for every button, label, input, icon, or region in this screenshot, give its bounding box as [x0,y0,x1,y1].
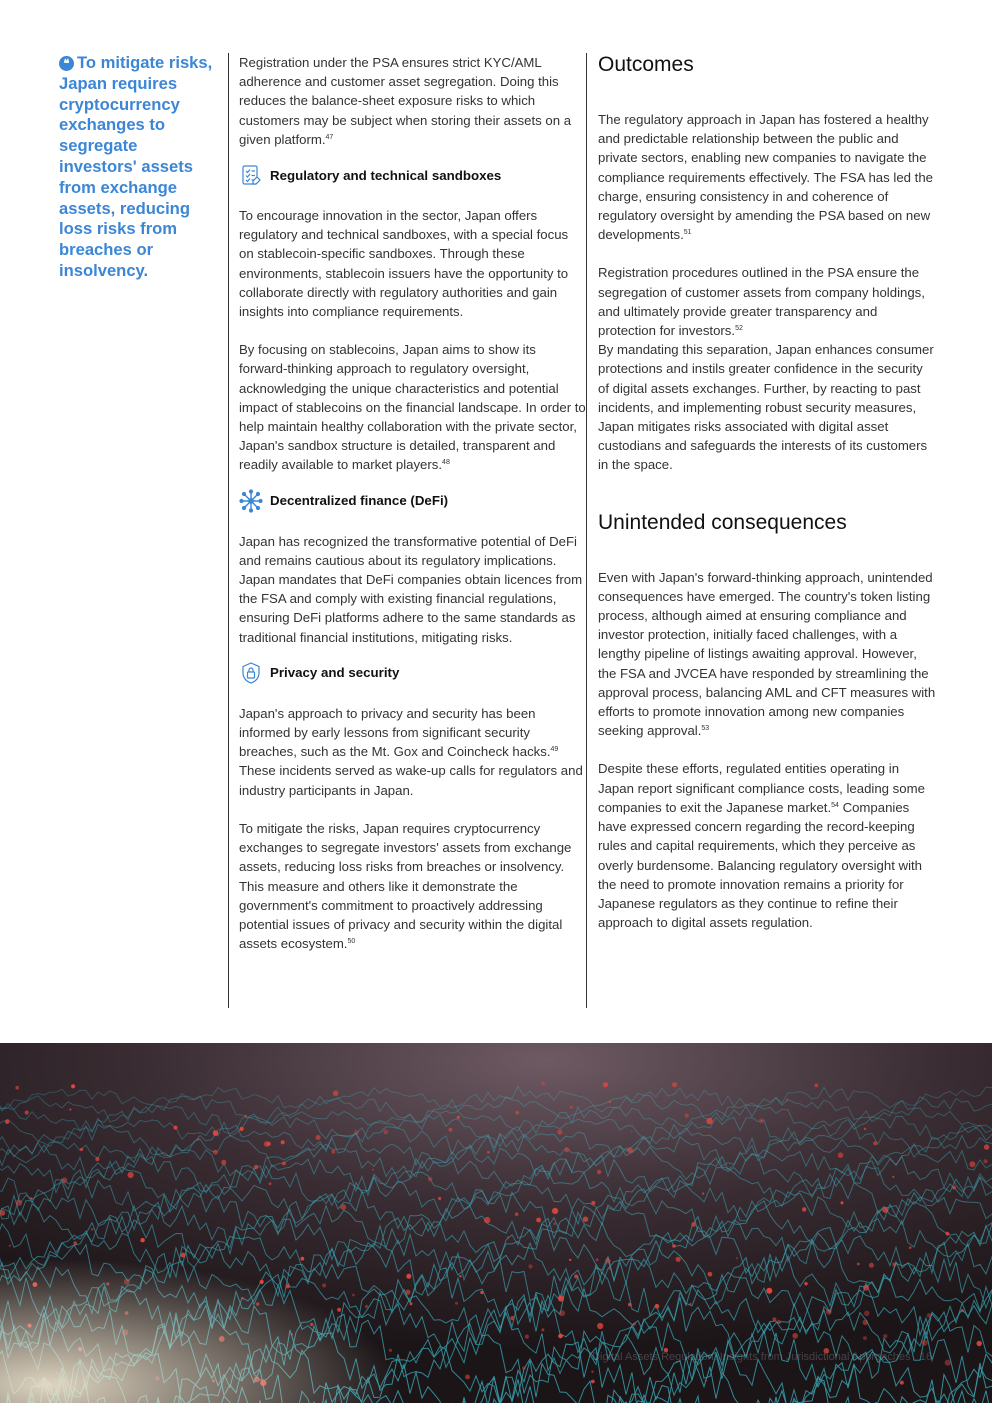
pull-quote-text: To mitigate risks, Japan requires cryptocurrency exchanges to segregate investors' assets from exchange assets, reducing loss risks from breaches or insolvency. [59,53,213,280]
footnote-ref[interactable]: 52 [735,325,743,333]
sandboxes-heading: Regulatory and technical sandboxes [270,167,502,183]
footnote-ref[interactable]: 49 [550,746,559,754]
wireframe-terrain-graphic [0,1043,992,1403]
network-nodes-icon [239,489,263,513]
footnote-ref[interactable]: 50 [347,938,356,946]
sandboxes-paragraph-2: By focusing on stablecoins, Japan aims to show its forward-thinking approach to regulatory oversight, acknowledging the unique characteristics and potential impact of stablecoins on the financial landscape. In order to help maintain healthy collaboration with the private sector, Japan's sandbox structure is detailed, transparent and readily available to market players.$^{48}$ [239,342,586,473]
intro-paragraph: Registration under the PSA ensures strict KYC/AML adherence and customer asset segregation. Doing this reduces the balance-sheet exposure risks to which customers may be subject when storing their assets on a given platform.$^{47}$ [239,55,572,147]
sandboxes-subheading [239,161,586,189]
privacy-subheading [239,659,586,687]
footnote-ref[interactable]: 51 [683,229,692,237]
footnote-ref[interactable]: 53 [701,725,710,733]
quote-icon: ❝ [59,56,74,71]
footnote-ref[interactable]: 54 [831,801,839,809]
unintended-heading: Unintended consequences [598,510,847,534]
page-number: 16 [919,1351,932,1363]
page-footer: Digital Assets Regulation: Insights from Jurisdictional Approaches 16 [592,1351,932,1363]
pull-quote [59,53,219,282]
checklist-document-icon [239,163,263,187]
unintended-paragraph-1: Even with Japan's forward-thinking approach, unintended consequences have emerged. The country's token listing process, although aimed at ensuring compliance and investor protection, initially faced challenges, with a lengthy pipeline of listings awaiting approval. However, the FSA and JVCEA have responded by streamlining the approval process, balancing AML and CFT measures with efforts to promote innovation among new companies seeking approval.$^{53}$ [598,569,936,739]
privacy-heading: Privacy and security [270,665,400,681]
lock-shield-icon [239,661,263,685]
privacy-paragraph-1: Japan's approach to privacy and security has been informed by early lessons from significant security breaches, such as the Mt. Gox and Coincheck hacks.$^{49}$ These incidents served as wake-up calls for regulators and industry participants in Japan. [239,705,583,798]
digital-landscape-image [0,1043,992,1403]
right-column [586,53,936,1008]
sandboxes-paragraph-1: To encourage innovation in the sector, Japan offers regulatory and technical sandboxes, with a special focus on stablecoin-specific sandboxes. Through these environments, stablecoin issuers have the opportunity to collaborate directly with regulatory authorities and gain insights into compliance requirements. [239,208,569,320]
defi-paragraph: Japan has recognized the transformative potential of DeFi and remains cautious about its regulatory implications. Japan mandates that DeFi companies obtain licences from the FSA and comply with existing financial regulations, ensuring DeFi platforms adhere to the same standards as traditional financial institutions, mitigating risks. [239,533,583,645]
defi-heading: Decentralized finance (DeFi) [270,493,449,509]
middle-column [228,53,586,1008]
defi-subheading [239,487,586,515]
outcomes-paragraph-2: Registration procedures outlined in the PSA ensure the segregation of customer assets from company holdings, and ultimately provide greater transparency and protection for investors.$^{52}$ By mandating this separation, Japan enhances consumer protections and instils greater confidence in the security of digital assets exchanges. Further, by reacting to past incidents, and implementing robust security measures, Japan mitigates risks associated with digital asset custodians and safeguards the interests of its customers in the space. [598,265,934,473]
privacy-paragraph-2: To mitigate the risks, Japan requires cryptocurrency exchanges to segregate investors' assets from exchange assets, reducing loss risks from breaches or insolvency. This measure and others like it demonstrate the government's commitment to proactively addressing potential issues of privacy and security within the digital assets ecosystem.$^{50}$ [239,820,572,952]
outcomes-paragraph-1: The regulatory approach in Japan has fostered a healthy and predictable relationship between the public and private sectors, enabling new companies to navigate the compliance requirements effectively. The FSA has led the charge, ensuring consistency in and coherence of regulatory oversight by amending the PSA based on new developments.$^{51}$ [598,112,933,243]
footnote-ref[interactable]: 48 [442,459,450,467]
footnote-ref[interactable]: 47 [325,133,334,141]
unintended-paragraph-2: Despite these efforts, regulated entities operating in Japan report significant compliance costs, leading some companies to exit the Japanese market.$^{54}$ Companies have expressed concern regarding the record-keeping rules and capital requirements, which they perceive as overly burdensome. Balancing regulatory oversight with the need to promote innovation remains a priority for Japanese regulators as they continue to refine their approach to digital assets regulation. [598,761,925,931]
outcomes-heading: Outcomes [598,53,694,76]
